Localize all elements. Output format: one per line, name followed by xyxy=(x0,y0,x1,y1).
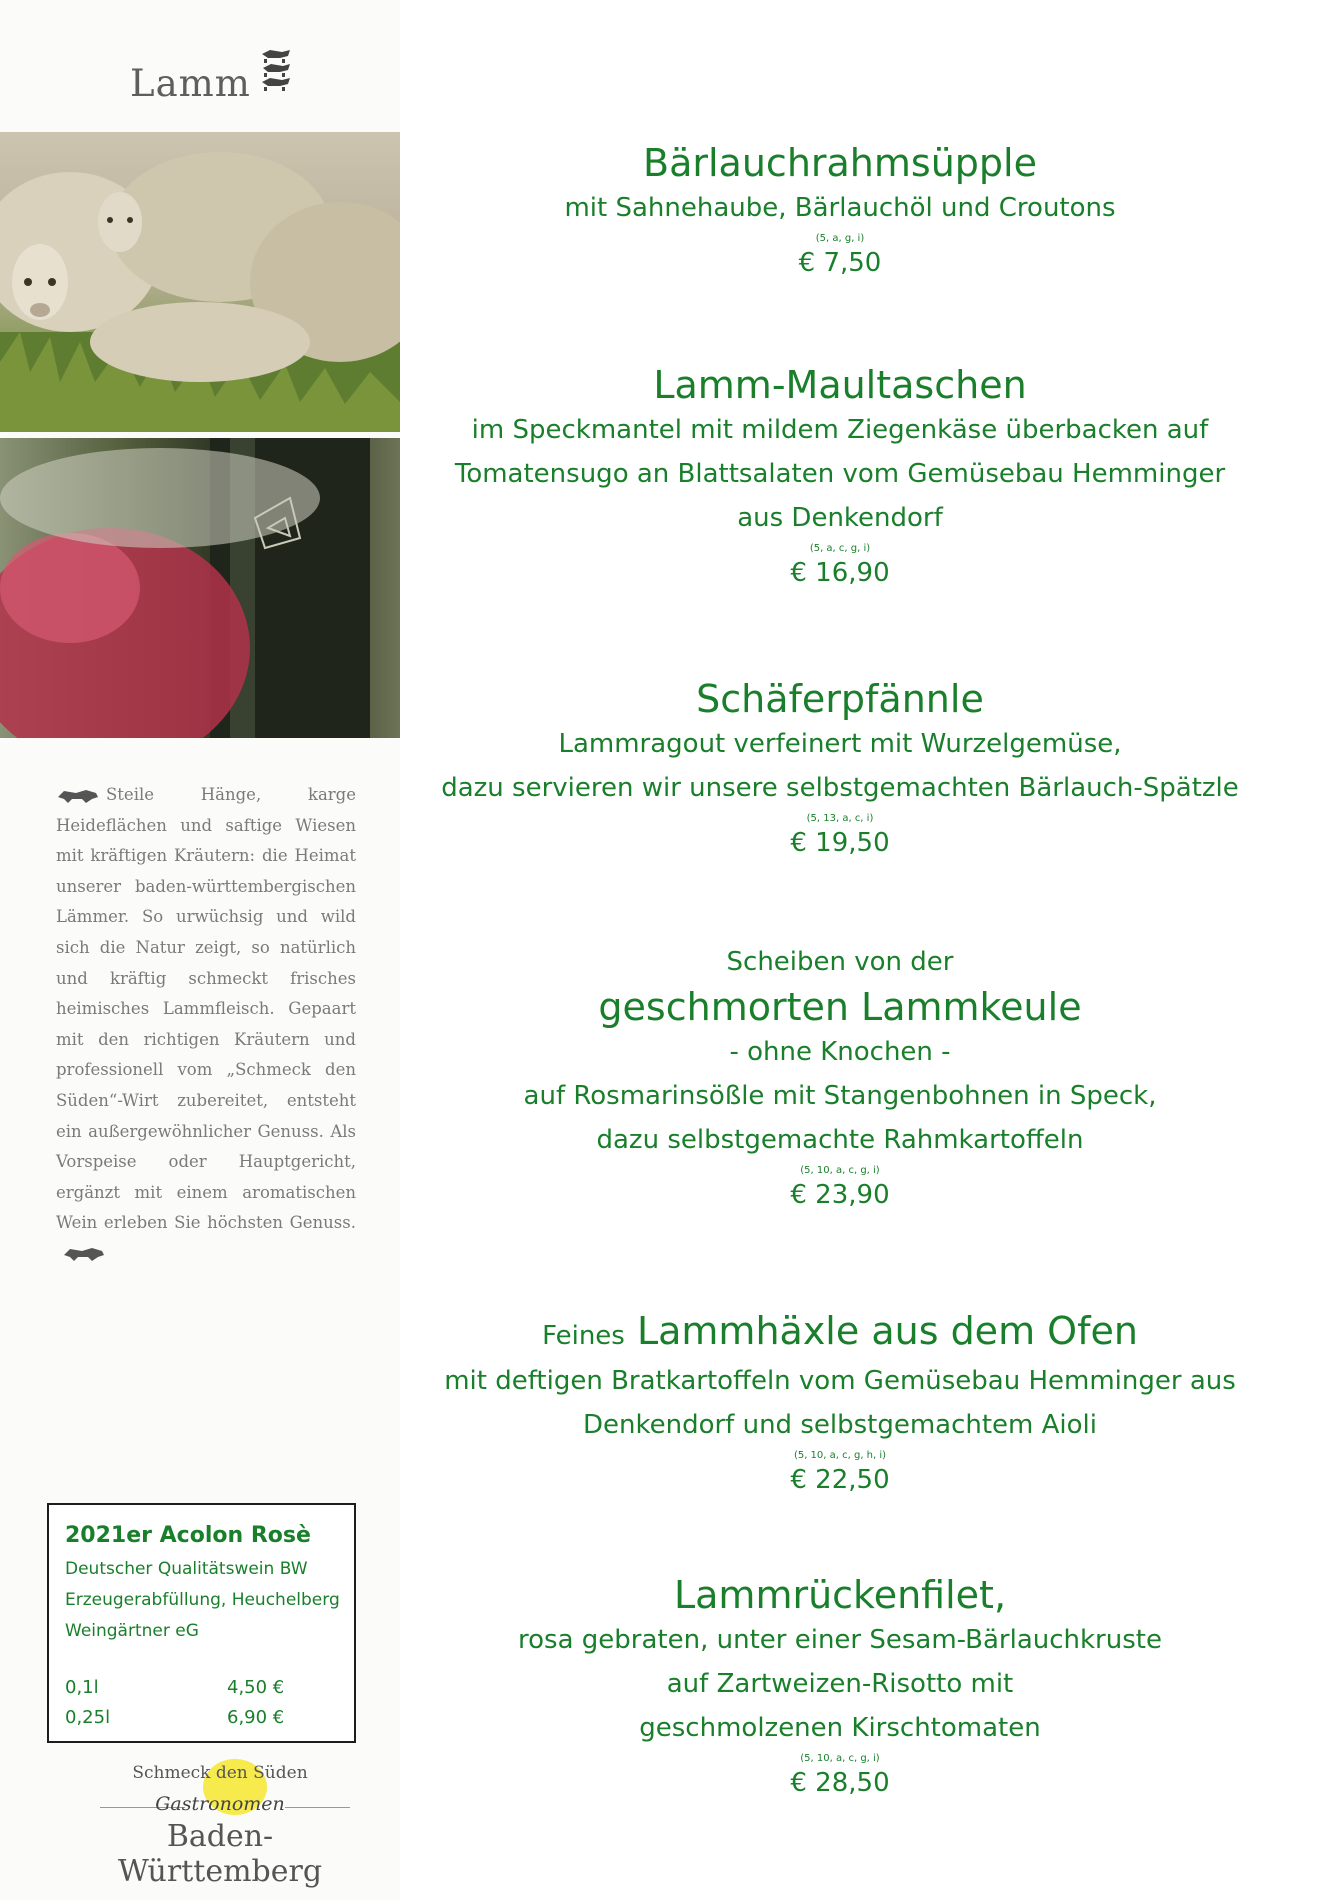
menu-item xyxy=(440,362,1240,590)
wine-price: 4,50 € xyxy=(227,1677,285,1698)
dish-price: € 23,90 xyxy=(790,1180,890,1210)
dish-description: Lammragout verfeinert mit Wurzelgemüse, xyxy=(558,729,1122,759)
dish-description: - ohne Knochen - xyxy=(729,1037,951,1067)
dish-description: dazu selbstgemachte Rahmkartoffeln xyxy=(596,1125,1084,1155)
dish-intro: Feines xyxy=(542,1321,625,1351)
dish-description: rosa gebraten, unter einer Sesam-Bärlauchkruste xyxy=(518,1625,1162,1655)
dish-title: Schäferpfännle xyxy=(696,677,984,721)
dish-allergens: (5, 10, a, c, g, i) xyxy=(800,1165,880,1176)
menu-item xyxy=(440,1572,1240,1800)
wine-photo xyxy=(0,438,400,738)
dish-title: geschmorten Lammkeule xyxy=(598,985,1082,1029)
schmeck-den-sueden-logo xyxy=(80,1763,360,1889)
dish-description: aus Denkendorf xyxy=(737,503,943,533)
wine-title: 2021er Acolon Rosè xyxy=(65,1523,311,1548)
wine-price: 6,90 € xyxy=(227,1707,285,1728)
dish-price: € 28,50 xyxy=(790,1768,890,1798)
dish-title: Lammhäxle aus dem Ofen xyxy=(636,1309,1138,1353)
logo-top-text: Schmeck den Süden xyxy=(132,1763,308,1783)
dish-price: € 22,50 xyxy=(790,1465,890,1495)
coat-of-arms-icon xyxy=(260,48,292,98)
menu-item xyxy=(440,140,1240,280)
menu-list xyxy=(440,0,1240,1900)
dish-description: mit deftigen Bratkartoffeln vom Gemüsebau Hemminger aus xyxy=(444,1366,1236,1396)
intro-text: Steile Hänge, karge Heideflächen und saftige Wiesen mit kräftigen Kräutern: die Heimat unserer baden-württembergischen Lämmer. So urwüchsig und wild sich die Natur zeigt, so natürlich und kräftig schmeckt frisches heimisches Lammfleisch. Gepaart mit den richtigen Kräutern und professionell vom „Schmeck den Süden“-Wirt zubereitet, entsteht ein außergewöhnlicher Genuss. Als Vorspeise oder Hauptgericht, ergänzt mit einem aromatischen Wein erleben Sie höchsten Genuss. xyxy=(56,785,356,1233)
dish-allergens: (5, 10, a, c, g, i) xyxy=(800,1753,880,1764)
wine-detail-line: Erzeugerabfüllung, Heuchelberg xyxy=(65,1590,340,1610)
dish-title-row xyxy=(440,1308,1240,1359)
dish-description: Tomatensugo an Blattsalaten vom Gemüsebau Hemminger xyxy=(454,459,1226,489)
lion-icon xyxy=(62,1245,106,1263)
dish-description: dazu servieren wir unsere selbstgemachten Bärlauch-Spätzle xyxy=(441,773,1239,803)
dish-description: mit Sahnehaube, Bärlauchöl und Croutons xyxy=(564,193,1116,223)
logo-script-text: Gastronomen xyxy=(155,1793,285,1815)
menu-item xyxy=(440,676,1240,860)
dish-title: Bärlauchrahmsüpple xyxy=(643,141,1037,185)
wine-size: 0,25l xyxy=(65,1707,111,1728)
dish-description: Denkendorf und selbstgemachtem Aioli xyxy=(582,1410,1098,1440)
intro-paragraph xyxy=(56,780,356,1270)
wine-recommendation-box xyxy=(47,1503,356,1743)
dish-allergens: (5, a, g, i) xyxy=(815,233,865,244)
sheep-photo xyxy=(0,132,400,432)
dish-title: Lammrückenfilet, xyxy=(673,1573,1007,1617)
dish-description: auf Zartweizen-Risotto mit xyxy=(666,1669,1014,1699)
menu-item xyxy=(440,940,1240,1212)
logo-bottom-text: Baden-Württemberg xyxy=(117,1819,323,1889)
left-panel xyxy=(0,0,400,1900)
wine-detail-line: Deutscher Qualitätswein BW xyxy=(65,1559,308,1579)
dish-title: Lamm-Maultaschen xyxy=(653,363,1027,407)
dish-allergens: (5, 10, a, c, g, h, i) xyxy=(793,1450,887,1461)
wine-detail-line: Weingärtner eG xyxy=(65,1621,199,1641)
dish-price: € 7,50 xyxy=(798,248,882,278)
dish-intro: Scheiben von der xyxy=(726,947,954,977)
menu-item xyxy=(440,1308,1240,1497)
dish-price: € 19,50 xyxy=(790,828,890,858)
dish-description: geschmolzenen Kirschtomaten xyxy=(639,1713,1041,1743)
brand-title: Lamm xyxy=(130,62,251,105)
dish-description: im Speckmantel mit mildem Ziegenkäse überbacken auf xyxy=(471,415,1209,445)
dish-allergens: (5, 13, a, c, i) xyxy=(806,813,874,824)
wine-glass-illustration xyxy=(0,438,400,738)
wine-size: 0,1l xyxy=(65,1677,99,1698)
lion-icon xyxy=(56,787,100,805)
dish-allergens: (5, a, c, g, i) xyxy=(809,543,871,554)
dish-description: auf Rosmarinsößle mit Stangenbohnen in Speck, xyxy=(523,1081,1157,1111)
dish-price: € 16,90 xyxy=(790,558,890,588)
sheep-illustration xyxy=(0,132,400,432)
